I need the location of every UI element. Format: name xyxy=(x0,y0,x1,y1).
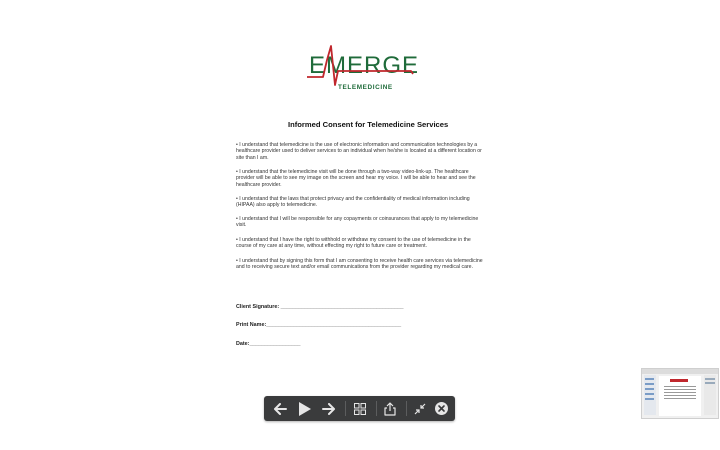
arrow-right-icon xyxy=(322,403,336,415)
logo-subtitle: TELEMEDICINE xyxy=(338,84,393,91)
consent-paragraph: • I understand that I will be responsible for any copayments or coinsurances that apply to my telemedicine visit. xyxy=(236,216,479,229)
exit-fullscreen-icon xyxy=(414,403,426,415)
preview-image xyxy=(642,369,718,418)
share-icon xyxy=(384,402,396,416)
play-button[interactable] xyxy=(294,396,316,421)
date-line: Date:_________________ xyxy=(236,341,301,347)
close-button[interactable] xyxy=(431,396,451,421)
next-button[interactable] xyxy=(319,396,339,421)
grid-icon xyxy=(354,403,366,415)
play-icon xyxy=(298,401,312,417)
exit-fullscreen-button[interactable] xyxy=(410,396,430,421)
close-icon xyxy=(435,402,448,415)
index-sheet-button[interactable] xyxy=(350,396,370,421)
share-button[interactable] xyxy=(380,396,400,421)
toolbar-divider xyxy=(376,401,377,416)
consent-paragraph: • I understand that by signing this form that I am consenting to receive health care services via telemedicine and to receiving secure text and/or email communications from the provider regarding my medical care. xyxy=(236,258,483,271)
consent-paragraph: • I understand that the laws that protect privacy and the confidentiality of medical information including (HIPAA) also apply to telemedicine. xyxy=(236,196,470,209)
consent-paragraph: • I understand that I have the right to withhold or withdraw my consent to the use of telemedicine in the course of my care at any time, without effecting my right to future care or treatment. xyxy=(236,237,471,250)
presentation-toolbar xyxy=(264,396,455,421)
toolbar-divider xyxy=(345,401,346,416)
document-page xyxy=(236,38,486,347)
emerge-logo xyxy=(307,38,420,98)
toolbar-divider xyxy=(406,401,407,416)
print-name-line: Print Name:_____________________________________________ xyxy=(236,322,402,328)
document-title: Informed Consent for Telemedicine Services xyxy=(288,120,449,129)
consent-paragraph: • I understand that the telemedicine visit will be done through a two-way video-link-up. The healthcare provider will be able to see my image on the screen and hear my voice. I will be able to hear and see the healthcare provider. xyxy=(236,169,476,188)
previous-button[interactable] xyxy=(270,396,290,421)
consent-paragraph: • I understand that telemedicine is the use of electronic information and communication technologies by a healthcare provider used to deliver services to an individual when he/she is located at a different location or site than I am. xyxy=(236,142,482,161)
logo-word: EMERGE xyxy=(309,52,420,79)
client-signature-line: Client Signature: _________________________________________ xyxy=(236,304,404,310)
arrow-left-icon xyxy=(273,403,287,415)
window-preview-thumbnail[interactable] xyxy=(641,368,719,419)
